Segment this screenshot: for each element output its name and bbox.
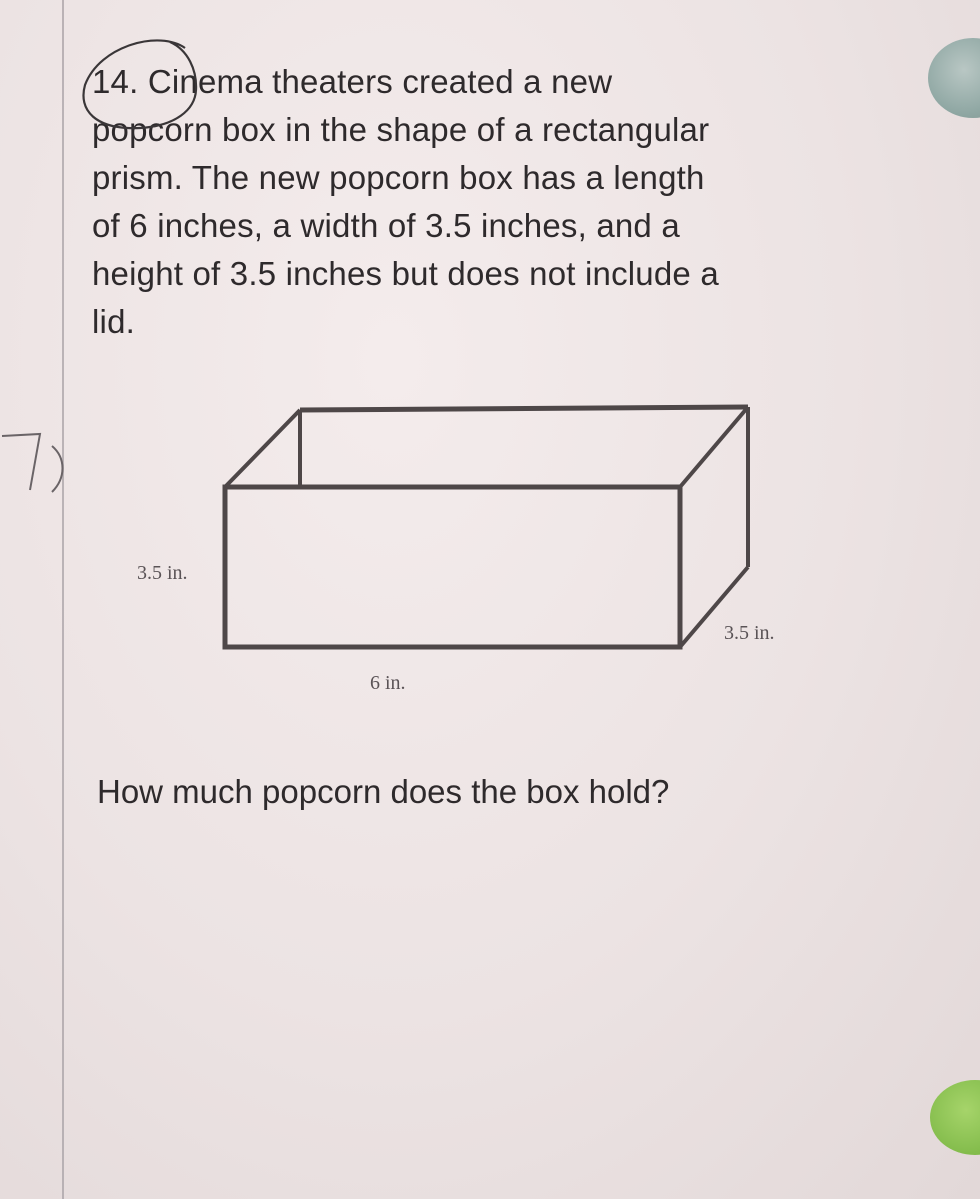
pen-circle-mark — [83, 40, 196, 128]
problem-line: lid. — [92, 303, 135, 340]
margin-mark-paren — [52, 446, 63, 492]
box-back-top-edge — [300, 407, 748, 410]
height-label: 3.5 in. — [137, 562, 188, 584]
question-text: How much popcorn does the box hold? — [97, 773, 670, 810]
box-right-top-diagonal — [680, 407, 748, 487]
box-left-diagonal — [225, 410, 300, 487]
box-front-face — [225, 487, 680, 647]
width-label: 3.5 in. — [724, 622, 775, 644]
length-label: 6 in. — [370, 672, 406, 694]
margin-mark-seven — [2, 434, 40, 490]
problem-line: prism. The new popcorn box has a length — [92, 159, 705, 196]
problem-line: popcorn box in the shape of a rectangular — [92, 111, 710, 148]
problem-line: of 6 inches, a width of 3.5 inches, and a — [92, 207, 680, 244]
problem-line: 14. Cinema theaters created a new — [92, 63, 613, 100]
problem-line: height of 3.5 inches but does not include a — [92, 255, 719, 292]
